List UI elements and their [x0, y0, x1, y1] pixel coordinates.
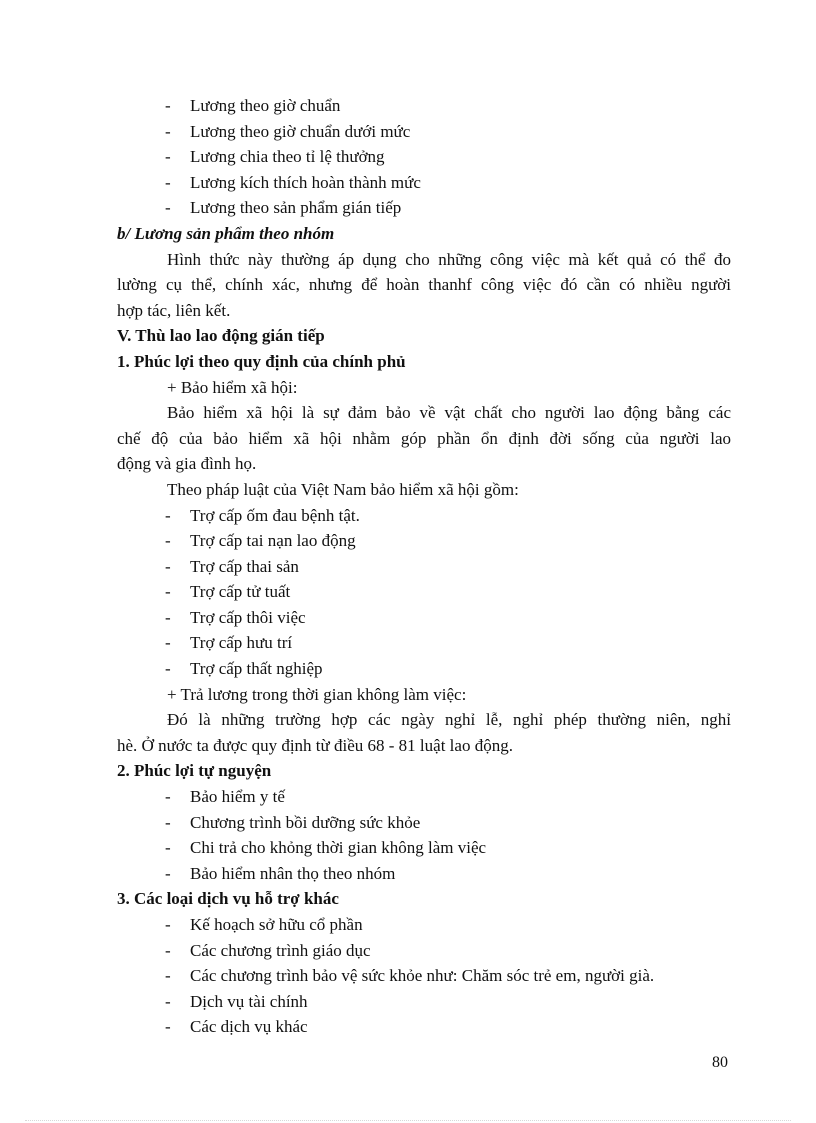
list-item-text: Dịch vụ tài chính	[190, 991, 308, 1011]
list-item-text: Lương theo giờ chuẩn	[190, 96, 341, 115]
list-item-text: Lương chia theo tỉ lệ thưởng	[190, 147, 385, 167]
paragraph-line: chế độ của bảo hiểm xã hội nhằm góp phần ổn định đời sống của người lao	[117, 428, 731, 448]
list-item	[117, 170, 731, 196]
list-dash: -	[165, 1017, 171, 1037]
paid-leave-label: + Trả lương trong thời gian không làm việc:	[167, 684, 467, 704]
list-dash: -	[165, 147, 171, 167]
list-dash: -	[165, 991, 171, 1011]
list-dash: -	[165, 607, 171, 627]
list-item	[117, 835, 731, 861]
law-intro: Theo pháp luật của Việt Nam bảo hiểm xã hội gồm:	[167, 479, 519, 499]
list-item	[117, 579, 731, 605]
page-number: 80	[712, 1054, 728, 1071]
heading-group-salary: b/ Lương sản phẩm theo nhóm	[117, 223, 335, 243]
list-item	[117, 528, 731, 554]
list-item	[117, 938, 731, 964]
list-item	[117, 784, 731, 810]
list-dash: -	[165, 838, 171, 858]
salary-list	[117, 93, 731, 221]
voluntary-benefits-list	[117, 784, 731, 886]
list-dash: -	[165, 940, 171, 960]
list-dash: -	[165, 915, 171, 934]
list-item-text: Trợ cấp hưu trí	[190, 633, 293, 653]
list-item-text: Bảo hiểm y tế	[190, 787, 285, 807]
list-item	[117, 605, 731, 631]
paragraph-line: Đó là những trường hợp các ngày nghỉ lễ, nghỉ phép thường niên, nghỉ	[167, 710, 731, 730]
list-item	[117, 912, 731, 938]
paragraph-social-insurance	[117, 400, 731, 477]
paragraph-line: Hình thức này thường áp dụng cho những công việc mà kết quả có thể đo	[167, 249, 731, 269]
list-item-text: Lương theo sản phẩm gián tiếp	[190, 198, 402, 218]
list-item	[117, 119, 731, 145]
list-dash: -	[165, 531, 171, 551]
list-item-text: Trợ cấp tai nạn lao động	[190, 531, 356, 551]
list-item-text: Trợ cấp ốm đau bệnh tật.	[190, 505, 360, 525]
list-item	[117, 810, 731, 836]
social-insurance-list	[117, 503, 731, 682]
list-item-text: Chương trình bồi dưỡng sức khỏe	[190, 812, 421, 832]
list-item-text: Lương kích thích hoàn thành mức	[190, 172, 421, 192]
list-item	[117, 861, 731, 887]
list-item	[117, 503, 731, 529]
list-item-text: Các dịch vụ khác	[190, 1017, 308, 1037]
list-dash: -	[165, 812, 171, 832]
list-item-text: Trợ cấp tử tuất	[190, 582, 291, 602]
list-item-text: Chi trả cho khỏng thời gian không làm việc	[190, 838, 487, 858]
paragraph-line: lường cụ thể, chính xác, nhưng để hoàn thanhf công việc đó cần có nhiều người	[117, 275, 731, 295]
list-dash: -	[165, 96, 171, 115]
list-item	[117, 144, 731, 170]
list-item-text: Các chương trình giáo dục	[190, 940, 371, 960]
list-dash: -	[165, 863, 171, 883]
list-item	[117, 630, 731, 656]
list-item-text: Trợ cấp thôi việc	[190, 607, 306, 627]
list-item	[117, 963, 731, 989]
list-dash: -	[165, 172, 171, 192]
page-bottom-divider	[25, 1120, 791, 1121]
paragraph-line: động và gia đình họ.	[117, 454, 257, 474]
list-item-text: Trợ cấp thất nghiệp	[190, 659, 323, 679]
list-dash: -	[165, 198, 171, 218]
list-dash: -	[165, 659, 171, 679]
list-dash: -	[165, 121, 171, 141]
list-item-text: Lương theo giờ chuẩn dưới mức	[190, 121, 411, 141]
social-insurance-label: + Bảo hiểm xã hội:	[167, 377, 298, 397]
list-dash: -	[165, 966, 171, 986]
heading-support-services: 3. Các loại dịch vụ hỗ trợ khác	[117, 889, 339, 909]
list-item	[117, 93, 731, 119]
paragraph-group-salary	[117, 247, 731, 324]
list-dash: -	[165, 556, 171, 576]
list-item-text: Bảo hiểm nhân thọ theo nhóm	[190, 863, 396, 883]
list-item	[117, 989, 731, 1015]
paragraph-line: Bảo hiểm xã hội là sự đảm bảo về vật chất cho người lao động bằng các	[167, 403, 731, 423]
list-item-text: Kế hoạch sở hữu cổ phần	[190, 915, 363, 934]
paragraph-line: hợp tác, liên kết.	[117, 300, 231, 320]
list-item	[117, 195, 731, 221]
list-item	[117, 656, 731, 682]
list-item	[117, 1014, 731, 1040]
support-services-list	[117, 912, 731, 1040]
list-dash: -	[165, 582, 171, 602]
page-content	[117, 93, 731, 1040]
paragraph-paid-leave	[117, 707, 731, 758]
list-dash: -	[165, 505, 171, 525]
list-item	[117, 554, 731, 580]
heading-indirect-compensation: V. Thù lao lao động gián tiếp	[117, 326, 325, 346]
paragraph-line: hè. Ở nước ta được quy định từ điều 68 - 81 luật lao động.	[117, 735, 513, 755]
heading-government-benefits: 1. Phúc lợi theo quy định của chính phủ	[117, 351, 406, 371]
heading-voluntary-benefits: 2. Phúc lợi tự nguyện	[117, 761, 272, 781]
list-item-text: Các chương trình bảo vệ sức khỏe như: Chăm sóc trẻ em, người già.	[190, 966, 655, 986]
list-dash: -	[165, 633, 171, 653]
list-item-text: Trợ cấp thai sản	[190, 556, 299, 576]
list-dash: -	[165, 787, 171, 807]
